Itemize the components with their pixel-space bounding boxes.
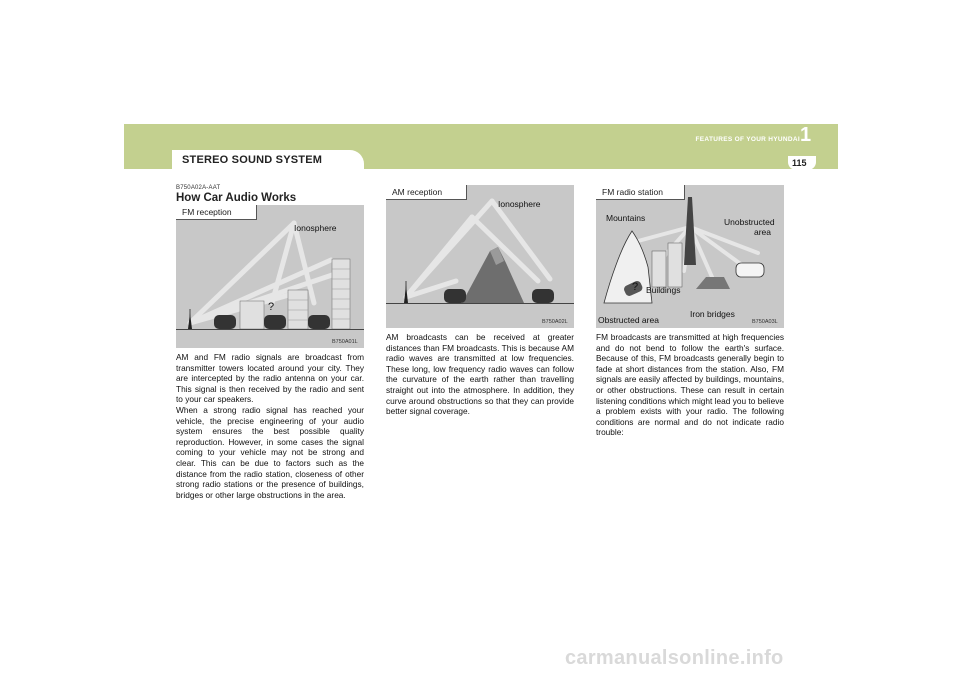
question-mark: ?	[632, 281, 639, 293]
chapter-number: 1	[800, 124, 812, 146]
chapter-label: FEATURES OF YOUR HYUNDAI	[695, 136, 800, 143]
figure-code: B750A02L	[542, 319, 568, 325]
fm-radio-station-label: FM radio station	[596, 185, 685, 200]
figure-code: B750A03L	[752, 319, 778, 325]
fm-reception-figure	[176, 205, 364, 348]
am-reception-figure	[386, 185, 574, 328]
section-heading: How Car Audio Works	[176, 192, 297, 204]
am-reception-illustration	[386, 185, 574, 328]
buildings-label: Buildings	[646, 285, 681, 295]
ionosphere-label: Ionosphere	[498, 199, 541, 209]
am-reception-label: AM reception	[386, 185, 467, 200]
obstructed-area-label: Obstructed area	[598, 315, 659, 325]
section-code: B750A02A-AAT	[176, 185, 221, 191]
section-title: STEREO SOUND SYSTEM	[182, 154, 323, 166]
fm-reception-label: FM reception	[176, 205, 257, 220]
iron-bridges-label: Iron bridges	[690, 309, 735, 319]
paragraph: FM broadcasts are transmitted at high frequencies and do not bend to follow the earth's surface. Because of this, FM broadcasts generally begin to fade at short distances from the station. Also, FM signals are easily affected by buildings, mountains, or other obstructions. These can result in certain listening conditions which might lead you to believe a problem exists with your radio. The following conditions are normal and do not indicate radio trouble:	[596, 332, 784, 438]
figure-code: B750A01L	[332, 339, 358, 345]
question-mark: ?	[268, 301, 275, 313]
ionosphere-label: Ionosphere	[294, 223, 337, 233]
watermark: carmanualsonline.info	[565, 647, 784, 669]
fm-obstruction-illustration	[596, 185, 784, 328]
fm-radio-station-figure	[596, 185, 784, 328]
paragraph: AM and FM radio signals are broadcast from transmitter towers located around your city. They are intercepted by the radio antenna on your car. This signal is then received by the radio and sent to your car speakers.	[176, 352, 364, 405]
area-label: area	[754, 227, 772, 237]
page-number: 115	[792, 158, 807, 168]
mountains-label: Mountains	[606, 213, 646, 223]
paragraph: When a strong radio signal has reached your vehicle, the precise engineering of your audio system ensures the best possible quality reproduction. However, in some cases the signal coming to your vehicle may not be strong and clear. This can be due to factors such as the distance from the radio station, closeness of other strong radio stations or the presence of buildings, bridges or other large obstructions in the area.	[176, 405, 364, 500]
unobstructed-label: Unobstructed	[724, 217, 775, 227]
paragraph: AM broadcasts can be received at greater distances than FM broadcasts. This is because AM radio waves are transmitted at low frequencies. These long, low frequency radio waves can follow the curvature of the earth rather than travelling straight out into the atmosphere. In addition, they curve around obstructions so that they can provide better signal coverage.	[386, 332, 574, 417]
